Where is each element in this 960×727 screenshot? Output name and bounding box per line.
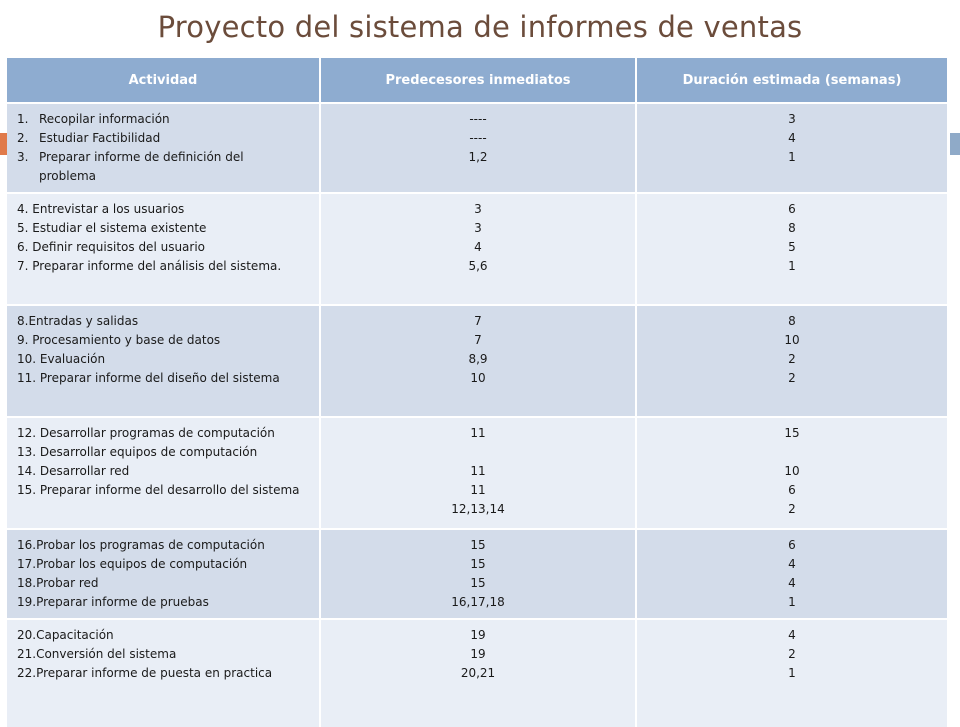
- activity-cell: [7, 103, 320, 193]
- table-row: [7, 193, 947, 305]
- table-header-row: [7, 58, 947, 103]
- predecessors-cell: 3 3 4 5,6: [320, 193, 636, 305]
- table-row: [7, 103, 947, 193]
- predecessors-cell: 11 11 11 12,13,14: [320, 417, 636, 529]
- activities-table: [7, 58, 947, 727]
- table-row: [7, 619, 947, 727]
- duration-cell: 4 2 1: [636, 619, 947, 727]
- activity-cell: 16.Probar los programas de computación 17.Probar los equipos de computación 18.Probar red 19.Preparar informe de pruebas: [7, 529, 320, 619]
- list-item: 1. Recopilar información: [17, 112, 170, 126]
- header-predecessors: Predecesores inmediatos: [320, 58, 636, 103]
- header-duration: Duración estimada (semanas): [636, 58, 947, 103]
- duration-cell: 6 4 4 1: [636, 529, 947, 619]
- predecessors-cell: ---- ---- 1,2: [320, 103, 636, 193]
- activity-cell: 12. Desarrollar programas de computación 13. Desarrollar equipos de computación 14. Desarrollar red 15. Preparar informe del desarrollo del sistema: [7, 417, 320, 529]
- predecessors-cell: 7 7 8,9 10: [320, 305, 636, 417]
- activity-cell: 8.Entradas y salidas 9. Procesamiento y base de datos 10. Evaluación 11. Preparar informe del diseño del sistema: [7, 305, 320, 417]
- table-row: [7, 417, 947, 529]
- header-activity: Actividad: [7, 58, 320, 103]
- right-accent-bar: [950, 133, 960, 155]
- duration-cell: 6 8 5 1: [636, 193, 947, 305]
- duration-cell: 8 10 2 2: [636, 305, 947, 417]
- predecessors-cell: 19 19 20,21: [320, 619, 636, 727]
- table-row: [7, 305, 947, 417]
- activity-cell: 20.Capacitación 21.Conversión del sistema 22.Preparar informe de puesta en practica: [7, 619, 320, 727]
- activity-cell: 4. Entrevistar a los usuarios 5. Estudiar el sistema existente 6. Definir requisitos del usuario 7. Preparar informe del análisis del sistema.: [7, 193, 320, 305]
- duration-cell: 15 10 6 2: [636, 417, 947, 529]
- list-item: 3. Preparar informe de definición del problema: [17, 150, 244, 183]
- duration-cell: 3 4 1: [636, 103, 947, 193]
- predecessors-cell: 15 15 15 16,17,18: [320, 529, 636, 619]
- page-title: Proyecto del sistema de informes de ventas: [157, 10, 803, 44]
- list-item: 2. Estudiar Factibilidad: [17, 131, 161, 145]
- table-row: [7, 529, 947, 619]
